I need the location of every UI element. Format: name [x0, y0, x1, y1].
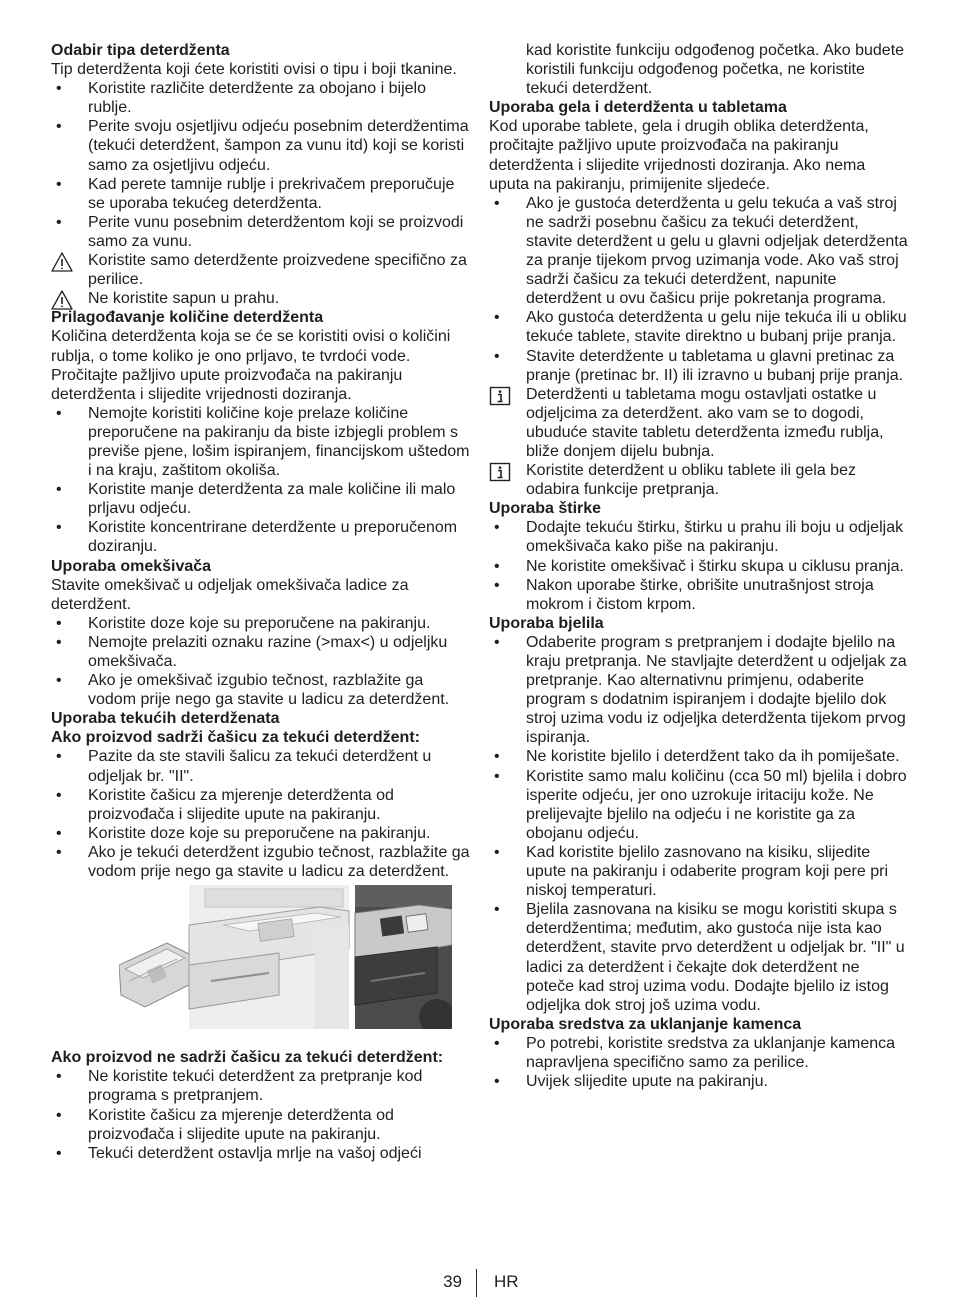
paragraph: Količina deterdženta koja se će se koristiti ovisi o količini rublja, o tome koliko je ono prljavo, te tvrdoći vode. Pročitajte pažljivo upute proizvođača na pakiranju deterdženta i slijedite vrijednosti doziranja.	[51, 328, 451, 403]
list-item: • Ako gustoća deterdženta u gelu nije tekuća ili u obliku tekuće tablete, stavite direktno u bubanj prije pranja.	[494, 309, 907, 346]
list-item: • Perite vunu posebnim deterdžentom koji se proizvodi samo za vunu.	[56, 213, 464, 250]
list-item: • Odaberite program s pretpranjem i dodajte bjelilo na kraju pretpranja. Ne stavljajte deterdžent u odjeljak za pretpranje. Kao alternativnu primjenu, odaberite program s dodatnim ispiranjem i dodajte bjelilo dok stroj uzima vodu iz odjeljka deterdženta tijekom prvog ispiranja.	[494, 633, 907, 747]
section-title: Uporaba bjelila	[489, 614, 604, 632]
section-subtitle: Ako proizvod ne sadrži čašicu za tekući deterdžent:	[51, 1049, 444, 1067]
list-item: • Nemojte prelaziti oznaku razine (>max<) u odjeljku omekšivača.	[56, 633, 448, 670]
dark-machine-illustration	[355, 885, 452, 1029]
list-item: • Koristite manje deterdženta za male količine ili malo prljavu odjeću.	[56, 481, 456, 518]
section-title: Odabir tipa deterdženta	[51, 42, 230, 59]
page-footer	[0, 1272, 954, 1298]
page-number: 39	[443, 1272, 462, 1291]
section-subtitle: Ako proizvod sadrži čašicu za tekući deterdžent:	[51, 729, 420, 747]
section-title: Uporaba tekućih deterdženata	[51, 710, 280, 728]
list-item: • Ne koristite bjelilo i deterdžent tako da ih pomiješate.	[494, 748, 900, 766]
list-item: • Koristite doze koje su preporučene na pakiranju.	[56, 824, 431, 842]
left-column	[51, 41, 471, 1163]
list-item: • Dodajte tekuću štirku, štirku u prahu ili boju u odjeljak omekšivača kako piše na pakiranju.	[494, 519, 904, 556]
section-title: Prilagođavanje količine deterdženta	[51, 309, 324, 327]
section-title: Uporaba omekšivača	[51, 557, 212, 575]
white-machine-illustration	[189, 885, 349, 1029]
paragraph: Stavite omekšivač u odjeljak omekšivača ladice za deterdžent.	[51, 576, 409, 613]
right-column	[489, 41, 909, 1091]
info-icon	[489, 386, 511, 406]
list-item: • Ako je tekući deterdžent izgubio tečnost, razblažite ga vodom prije nego ga stavite u ladicu za deterdžent.	[56, 843, 470, 881]
info-note: Deterdženti u tabletama mogu ostavljati ostatke u odjeljcima za deterdžent. ako vam se to dogodi, ubuduće stavite tabletu deterdženta između rublja, bliže donjem dijelu bubnja.	[489, 385, 909, 461]
section-title: Uporaba gela i deterdženta u tabletama	[489, 99, 787, 117]
warning-icon	[51, 252, 73, 272]
list-item: • Stavite deterdžente u tabletama u glavni pretinac za pranje (pretinac br. II) ili izravno u bubanj prije pranja.	[494, 347, 904, 384]
list-item: • Kad perete tamnije rublje i prekrivačem preporučuje se uporaba tekućeg deterdženta.	[56, 175, 455, 212]
liquid-cup-illustration	[119, 943, 193, 1007]
list-item: • Nakon uporabe štirke, obrišite unutrašnjost stroja mokrom i čistom krpom.	[494, 576, 874, 613]
list-item-continuation: kad koristite funkciju odgođenog početka. Ako budete koristili funkciju odgođenog početka, ne koristite tekući deterdžent.	[526, 42, 905, 98]
list-item: • Koristite čašicu za mjerenje deterdženta od proizvođača i slijedite upute na pakiranju.	[56, 786, 394, 823]
list-item: • Perite svoju osjetljivu odjeću posebnim deterdžentima (tekući deterdžent, šampon za vunu itd) koji se koristi samo za osjetljivu odjeću.	[56, 118, 469, 174]
list-item: • Ne koristite tekući deterdžent za pretpranje kod programa s pretpranjem.	[56, 1068, 423, 1105]
language-code: HR	[494, 1272, 519, 1291]
section-title: Uporaba štirke	[489, 500, 602, 518]
list-item: • Ne koristite omekšivač i štirku skupa u ciklusu pranja.	[494, 557, 904, 575]
list-item: • Koristite koncentrirane deterdžente u preporučenom doziranju.	[56, 519, 458, 556]
list-item: • Koristite samo malu količinu (cca 50 ml) bjelila i dobro isperite odjeću, jer ono uzrokuje iritaciju kože. Ne prelijevajte bjelilo na odjeću i ne koristite ga za obojanu odjeću.	[494, 767, 907, 842]
list-item: • Koristite čašicu za mjerenje deterdženta od proizvođača i slijedite upute na pakiranju.	[56, 1106, 394, 1143]
list-item: • Uvijek slijedite upute na pakiranju.	[494, 1073, 768, 1091]
list-item: • Tekući deterdžent ostavlja mrlje na vašoj odjeći	[56, 1144, 422, 1162]
paragraph: Tip deterdženta koji ćete koristiti ovisi o tipu i boji tkanine.	[51, 61, 457, 79]
warning-note: Koristite samo deterdžente proizvedene specifično za perilice.	[51, 251, 471, 289]
paragraph: Kod uporabe tablete, gela i drugih oblika deterdženta, pročitajte pažljivo upute proizvođača na pakiranju deterdženta i slijedite vrijednosti doziranja. Ako nema uputa na pakiranju, primijenite sljedeće.	[489, 118, 869, 193]
warning-icon	[51, 290, 73, 310]
list-item: • Koristite doze koje su preporučene na pakiranju.	[56, 614, 431, 632]
detergent-drawer-illustration	[119, 885, 452, 1029]
list-item: • Bjelila zasnovana na kisiku se mogu koristiti skupa s deterdžentima; međutim, ako gustoća nije ista kao deterdžent, stavite prvo deterdžent u odjeljak br. "II" u ladici za deterdžent i čekajte dok deterdžent ne poteče kad stroj uzima vodu. Dodajte bjelilo iz istog odjeljka dok stroj još uzima vodu.	[494, 901, 905, 1014]
list-item: • Po potrebi, koristite sredstva za uklanjanje kamenca napravljena specifično samo za perilice.	[494, 1034, 896, 1071]
info-note: Koristite deterdžent u obliku tablete ili gela bez odabira funkcije pretpranja.	[489, 461, 909, 499]
list-item: • Ako je gustoća deterdženta u gelu tekuća a vaš stroj ne sadrži posebnu čašicu za tekući deterdžent, stavite deterdžent u gelu u glavni odjeljak deterdženta za pranje tijekom prvog uzimanja vode. Ako vaš stroj sadrži čašicu za tekući deterdžent, napunite deterdžent u ovu čašicu prije pokretanja programa.	[494, 194, 908, 308]
list-item: • Nemojte koristiti količine koje prelaze količine preporučene na pakiranju da biste izbjegli problem s previše pjene, lošim ispiranjem, financijskom uštedom i na kraju, zaštitom okoliša.	[56, 404, 470, 480]
footer-divider	[476, 1269, 477, 1297]
list-item: • Kad koristite bjelilo zasnovano na kisiku, slijedite upute na pakiranju i odaberite program koji pere pri niskoj temperaturi.	[494, 843, 888, 900]
section-title: Uporaba sredstva za uklanjanje kamenca	[489, 1015, 802, 1033]
info-icon	[489, 462, 511, 482]
list-item: • Koristite različite deterdžente za obojano i bijelo rublje.	[56, 80, 426, 117]
warning-note: Ne koristite sapun u prahu.	[51, 289, 471, 308]
list-item: • Ako je omekšivač izgubio tečnost, razblažite ga vodom prije nego ga stavite u ladicu za deterdžent.	[56, 672, 450, 709]
list-item: • Pazite da ste stavili šalicu za tekući deterdžent u odjeljak br. "II".	[56, 748, 432, 785]
